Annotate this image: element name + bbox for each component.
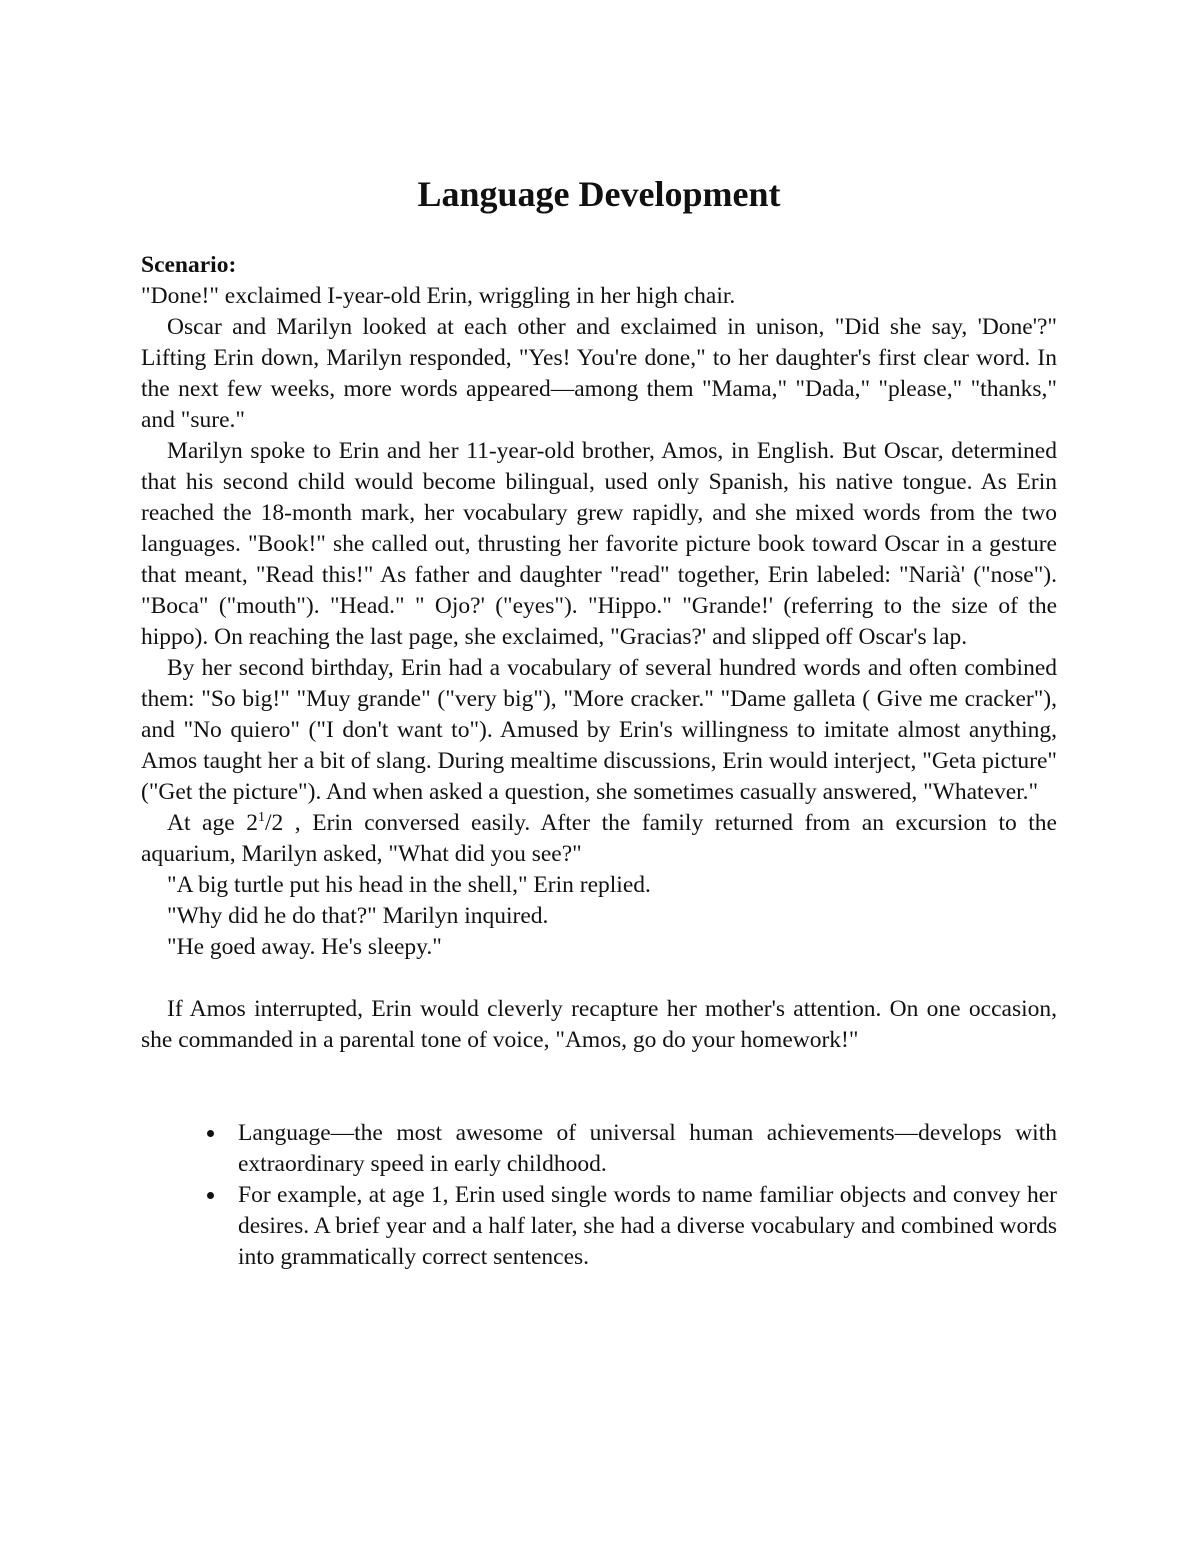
age-superscript: 1 [257,810,265,826]
closing-paragraph: If Amos interrupted, Erin would cleverly recapture her mother's attention. On one occasion, she commanded in a parental tone of voice, "Amos, go do your homework!" [141,996,1057,1053]
bullet-icon [207,1130,214,1137]
age-paragraph [141,808,1057,870]
paragraph: "Done!" exclaimed I-year-old Erin, wriggling in her high chair. [141,283,736,309]
age-text-before: At age 2 [167,810,258,836]
bullet-text: For example, at age 1, Erin used single words to name familiar objects and convey her desires. A brief year and a half later, she had a diverse vocabulary and combined words into grammatically correct sentences. [238,1182,1057,1270]
bullet-item [238,1118,1057,1180]
paragraph: Marilyn spoke to Erin and her 11-year-old brother, Amos, in English. But Oscar, determined that his second child would become bilingual, used only Spanish, his native tongue. As Erin reached the 18-month mark, her vocabulary grew rapidly, and she mixed words from the two languages. "Book!" she called out, thrusting her favorite picture book toward Oscar in a gesture that meant, "Read this!" As father and daughter "read" together, Erin labeled: "Narià' ("nose"). "Boca" ("mouth"). "Head." " Ojo?' ("eyes"). "Hippo." "Grande!' (referring to the size of the hippo). On reaching the last page, she exclaimed, "Gracias?' and slipped off Oscar's lap. [141,438,1057,650]
scenario-label: Scenario: [141,252,237,278]
spacer [141,1056,1057,1118]
dialogue-line: "Why did he do that?" Marilyn inquired. [167,903,549,929]
dialogue-line: "A big turtle put his head in the shell," Erin replied. [167,872,651,898]
paragraph: Oscar and Marilyn looked at each other and exclaimed in unison, "Did she say, 'Done'?" Lifting Erin down, Marilyn responded, "Yes! You're done," to her daughter's first clear word. In the next few weeks, more words appeared—among them "Mama," "Dada," "please," "thanks," and "sure." [141,314,1057,433]
dialogue-line: "He goed away. He's sleepy." [167,934,442,960]
paragraph: By her second birthday, Erin had a vocabulary of several hundred words and often combined them: "So big!" "Muy grande" ("very big"), "More cracker." "Dame galleta ( Give me cracker"), and "No quiero" ("I don't want to"). Amused by Erin's willingness to imitate almost anything, Amos taught her a bit of slang. During mealtime discussions, Erin would interject, "Geta picture" ("Get the picture"). And when asked a question, she sometimes casually answered, "Whatever." [141,655,1057,805]
spacer [141,963,1057,994]
bullet-item [238,1180,1057,1273]
page-title: Language Development [417,174,781,214]
document-body [141,250,1057,1273]
bullet-text: Language—the most awesome of universal human achievements—develops with extraordinary speed in early childhood. [238,1120,1057,1177]
bullet-icon [207,1192,214,1199]
age-text-after: /2 , Erin conversed easily. After the family returned from an excursion to the aquarium, Marilyn asked, "What did you see?" [141,810,1057,867]
bullet-list [141,1118,1057,1273]
